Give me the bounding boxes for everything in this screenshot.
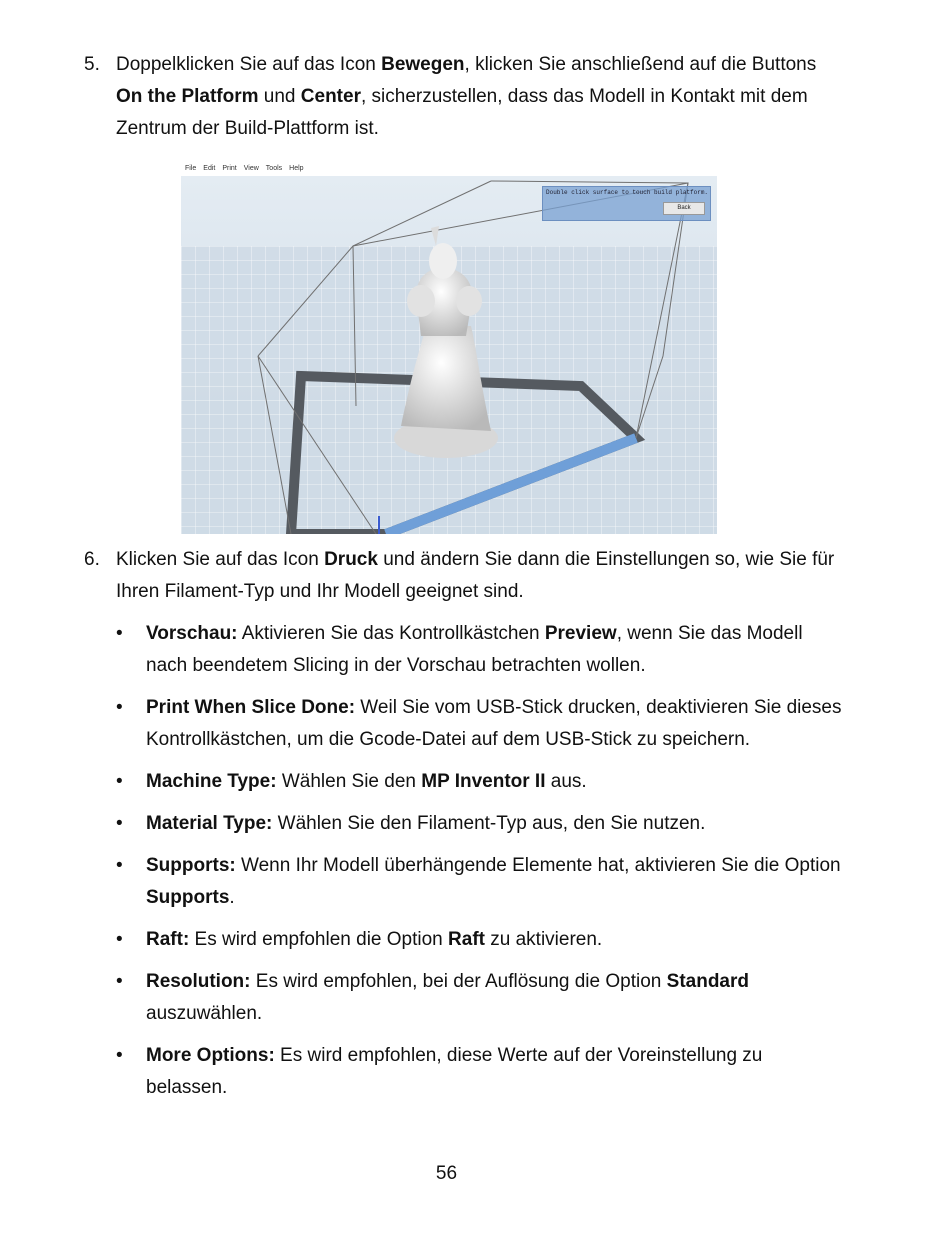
bold-run: Bewegen xyxy=(381,54,465,75)
build-volume-scene xyxy=(181,176,717,534)
bold-run: Center xyxy=(300,86,361,107)
text-run: aus. xyxy=(545,771,587,792)
bold-run: Standard xyxy=(666,971,749,992)
step-6 xyxy=(84,544,844,608)
text-run: Weil Sie vom USB-Stick drucken, deaktivieren Sie dieses Kontrollkästchen, um die Gcode-Datei auf dem USB-Stick zu speichern. xyxy=(146,697,842,750)
item-label: Resolution: xyxy=(146,971,251,992)
text-run: , sicherzustellen, dass das Modell in Kontakt mit dem Zentrum der Build-Plattform ist. xyxy=(116,86,808,139)
list-item-print-when-slice-done xyxy=(114,692,844,756)
hint-panel xyxy=(542,186,711,221)
bullet-icon: • xyxy=(116,623,123,644)
bold-run: Supports xyxy=(146,887,230,908)
item-label: Vorschau: xyxy=(146,623,238,644)
text-run: Wählen Sie den xyxy=(276,771,422,792)
list-item-material-type xyxy=(114,808,844,840)
list-item-raft xyxy=(114,924,844,956)
text-run: auszuwählen. xyxy=(146,1003,263,1024)
3d-viewport[interactable] xyxy=(181,176,717,534)
text-run: Wählen Sie den Filament-Typ aus, den Sie nutzen. xyxy=(272,813,706,834)
menu-item-edit[interactable]: Edit xyxy=(203,165,216,172)
step-text xyxy=(116,544,844,608)
text-run: Klicken Sie auf das Icon xyxy=(116,549,325,570)
text-run: Es wird empfohlen, diese Werte auf der Voreinstellung zu belassen. xyxy=(146,1045,763,1098)
item-label: Print When Slice Done: xyxy=(146,697,356,718)
bold-run: Druck xyxy=(324,549,378,570)
bullet-icon: • xyxy=(116,855,123,876)
bold-run: Raft xyxy=(448,929,485,950)
page-number: 56 xyxy=(435,1163,458,1184)
menu-bar xyxy=(181,162,717,176)
text-run: zu aktivieren. xyxy=(484,929,603,950)
text-run: Es wird empfohlen, bei der Auflösung die Option xyxy=(250,971,667,992)
item-label: Machine Type: xyxy=(146,771,277,792)
text-run: Es wird empfohlen die Option xyxy=(189,929,449,950)
bullet-icon: • xyxy=(116,813,123,834)
list-item-machine-type xyxy=(114,766,844,798)
text-run: Wenn Ihr Modell überhängende Elemente hat, aktivieren Sie die Option xyxy=(235,855,841,876)
step-5 xyxy=(84,49,844,145)
menu-item-print[interactable]: Print xyxy=(222,165,237,172)
text-run: . xyxy=(229,887,235,908)
bullet-icon: • xyxy=(116,1045,123,1066)
step-number: 5. xyxy=(84,54,100,75)
text-run: und ändern Sie dann die Einstellungen so, wie Sie für Ihren Filament-Typ und Ihr Modell geeignet sind. xyxy=(116,549,835,602)
menu-item-view[interactable]: View xyxy=(243,165,259,172)
bold-run: MP Inventor II xyxy=(421,771,546,792)
menu-item-file[interactable]: File xyxy=(185,165,197,172)
list-item-resolution xyxy=(114,966,844,1030)
text-run: und xyxy=(258,86,301,107)
step-number: 6. xyxy=(84,549,100,570)
step-text xyxy=(116,49,844,145)
menu-item-help[interactable]: Help xyxy=(289,165,304,172)
hint-text: Double click surface to touch build platform. xyxy=(546,189,709,196)
list-item-more-options xyxy=(114,1040,844,1104)
list-item-supports xyxy=(114,850,844,914)
item-label: Supports: xyxy=(146,855,236,876)
list-item-vorschau xyxy=(114,618,844,682)
bold-run: On the Platform xyxy=(116,86,259,107)
bold-run: Preview xyxy=(544,623,617,644)
item-label: More Options: xyxy=(146,1045,275,1066)
menu-item-tools[interactable]: Tools xyxy=(265,165,283,172)
item-label: Material Type: xyxy=(146,813,273,834)
software-screenshot xyxy=(181,162,717,534)
text-run: , klicken Sie anschließend auf die Buttons xyxy=(464,54,817,75)
bullet-icon: • xyxy=(116,971,123,992)
settings-list xyxy=(114,618,844,1114)
text-run: Doppelklicken Sie auf das Icon xyxy=(116,54,382,75)
bullet-icon: • xyxy=(116,697,123,718)
item-label: Raft: xyxy=(146,929,190,950)
text-run: , wenn Sie das Modell nach beendetem Slicing in der Vorschau betrachten wollen. xyxy=(146,623,803,676)
text-run: Aktivieren Sie das Kontrollkästchen xyxy=(237,623,545,644)
bullet-icon: • xyxy=(116,929,123,950)
bullet-icon: • xyxy=(116,771,123,792)
back-button[interactable]: Back xyxy=(663,202,705,215)
